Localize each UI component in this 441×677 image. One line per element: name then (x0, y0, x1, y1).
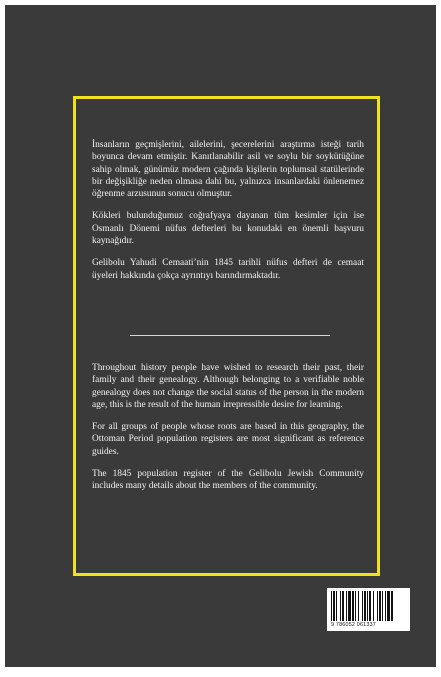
barcode-bars (331, 591, 406, 621)
section-divider (130, 335, 330, 336)
book-back-cover (5, 5, 436, 667)
turkish-paragraph-1: İnsanların geçmişlerini, ailelerini, şecerelerini araştırma isteği tarih boyunca devam etmiştir. Kanıtlanabilir asil ve soylu bir soykütüğüne sahip olmak, günümüz modern çağında kişilerin toplumsal statülerinde bir değişikliğe neden olmasa dahi bu, yalnızca insanlardaki önlenemez öğrenme arzusunun sonucu olmuştur. (92, 140, 364, 200)
isbn-barcode (327, 588, 410, 631)
turkish-text-block (92, 139, 364, 282)
barcode-bar (393, 591, 394, 621)
english-paragraph-1: Throughout history people have wished to research their past, their family and their genealogy. Although belonging to a verifiable noble genealogy does not change the social status of the person in the modern age, this is the result of the human irrepressible desire for learning. (92, 363, 364, 410)
english-paragraph-3: The 1845 population register of the Gelibolu Jewish Community includes many details about the members of the community. (92, 469, 364, 492)
barcode-number: 9 786052 061337 (331, 622, 376, 628)
english-paragraph-2: For all groups of people whose roots are based in this geography, the Ottoman Period population registers are most significant as reference guides. (92, 422, 364, 457)
turkish-paragraph-3: Gelibolu Yahudi Cemaati’nin 1845 tarihli nüfus defteri de cemaat üyeleri hakkında çokça ayrıntıyı barındırmaktadır. (92, 258, 364, 281)
english-text-block (92, 362, 364, 493)
turkish-paragraph-2: Kökleri bulunduğumuz coğrafyaya dayanan tüm kesimler için ise Osmanlı Dönemi nüfus defterleri bu konudaki en önemli başvuru kaynağıdır. (92, 211, 364, 247)
